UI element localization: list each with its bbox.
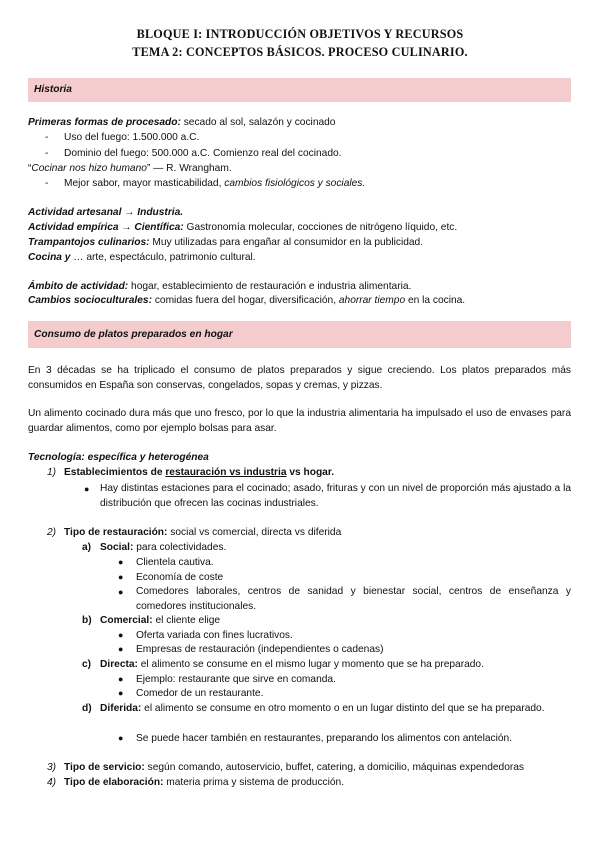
item-tipo-servicio: Tipo de servicio: según comando, autoservicio, buffet, catering, a domicilio, máquinas expendedoras [64,762,525,773]
bullet-ejemplo: Ejemplo: restaurante que sirve en comanda. [136,674,336,685]
bullet-marker: ● [118,733,124,743]
item-establecimientos: Establecimientos de restauración vs industria vs hogar. [64,467,335,478]
bullet-marker: ● [118,688,124,698]
list-number: 3) [47,762,57,773]
list-number: 4) [47,777,57,788]
ambito-line: Ámbito de actividad: hogar, establecimiento de restauración e industria alimentaria. [28,281,412,292]
uso-fuego-line: Uso del fuego: 1.500.000 a.C. [64,132,200,143]
wrangham-quote: “Cocinar nos hizo humano” — R. Wrangham. [28,163,232,174]
bullet-oferta: Oferta variada con fines lucrativos. [136,630,293,641]
dash-marker: - [45,178,49,189]
paragraph-consumo: En 3 décadas se ha triplicado el consumo de platos preparados y sigue creciendo. Los platos preparados más consumidos en España son conservas, congelados, sopas y cremas, y pizzas. [28,365,571,391]
section-heading-consumo [28,321,571,348]
paragraph-envases: Un alimento cocinado dura más que uno fresco, por lo que la industria alimentaria ha impulsado el uso de envases para guardar alimentos, como por ejemplo bolsas para asar. [28,408,571,434]
bullet-marker: ● [118,572,124,582]
section-heading-historia [28,78,571,102]
bullet-clientela: Clientela cautiva. [136,557,214,568]
list-number: 2) [47,527,57,538]
bullet-estaciones: Hay distintas estaciones para el cocinado; asado, frituras y con un nivel de proporción más ajustado a la distribución que ofrecen las cocinas industriales. [100,483,571,509]
item-tipo-elaboracion: Tipo de elaboración: materia prima y sistema de producción. [64,777,345,788]
primeras-formas-line: Primeras formas de procesado: secado al sol, salazón y cocinado [28,117,336,128]
item-diferida: Diferida: el alimento se consume en otro momento o en un lugar distinto del que se ha preparado. [100,703,545,714]
section-heading-text: Consumo de platos preparados en hogar [34,329,233,340]
bullet-empresas: Empresas de restauración (independientes o cadenas) [136,644,384,655]
bullet-marker: ● [118,644,124,654]
bullet-marker: ● [118,630,124,640]
list-letter: c) [82,659,92,670]
item-comercial: Comercial: el cliente elige [100,615,221,626]
bullet-marker: ● [118,674,124,684]
bullet-comedor: Comedor de un restaurante. [136,688,264,699]
item-tipo-restauracion: Tipo de restauración: social vs comercial, directa vs diferida [64,527,342,538]
list-letter: d) [82,703,92,714]
mejor-sabor-line: Mejor sabor, mayor masticabilidad, cambios fisiológicos y sociales. [64,178,366,189]
bullet-economia: Economía de coste [136,572,224,583]
bullet-marker: ● [118,557,124,567]
bullet-marker: ● [84,484,90,494]
trampantojos-line: Trampantojos culinarios: Muy utilizadas para engañar al consumidor en la publicidad. [28,237,424,248]
dash-marker: - [45,132,49,143]
actividad-artesanal-line: Actividad artesanal → Industria. [28,207,184,218]
dominio-fuego-line: Dominio del fuego: 500.000 a.C. Comienzo real del cocinado. [64,148,342,159]
actividad-empirica-line: Actividad empírica → Científica: Gastronomía molecular, cocciones de nitrógeno líquido, etc. [28,222,458,233]
item-social: Social: para colectividades. [100,542,227,553]
cocina-line: Cocina y … arte, espectáculo, patrimonio cultural. [28,252,256,263]
dash-marker: - [45,148,49,159]
title-line-1: BLOQUE I: INTRODUCCIÓN OBJETIVOS Y RECURSOS [136,27,464,41]
list-letter: b) [82,615,92,626]
tecnologia-heading: Tecnología: específica y heterogénea [28,452,209,463]
cambios-line: Cambios socioculturales: comidas fuera del hogar, diversificación, ahorrar tiempo en la cocina. [28,295,466,306]
section-heading-text: Historia [34,84,72,95]
title-line-2: TEMA 2: CONCEPTOS BÁSICOS. PROCESO CULINARIO. [132,45,468,59]
bullet-antelacion: Se puede hacer también en restaurantes, preparando los alimentos con antelación. [136,733,513,744]
bullet-comedores: Comedores laborales, centros de sanidad y bienestar social, centros de enseñanza y comedores institucionales. [136,586,571,612]
list-number: 1) [47,467,57,478]
list-letter: a) [82,542,92,553]
bullet-marker: ● [118,587,124,597]
item-directa: Directa: el alimento se consume en el mismo lugar y momento que se ha preparado. [100,659,484,670]
